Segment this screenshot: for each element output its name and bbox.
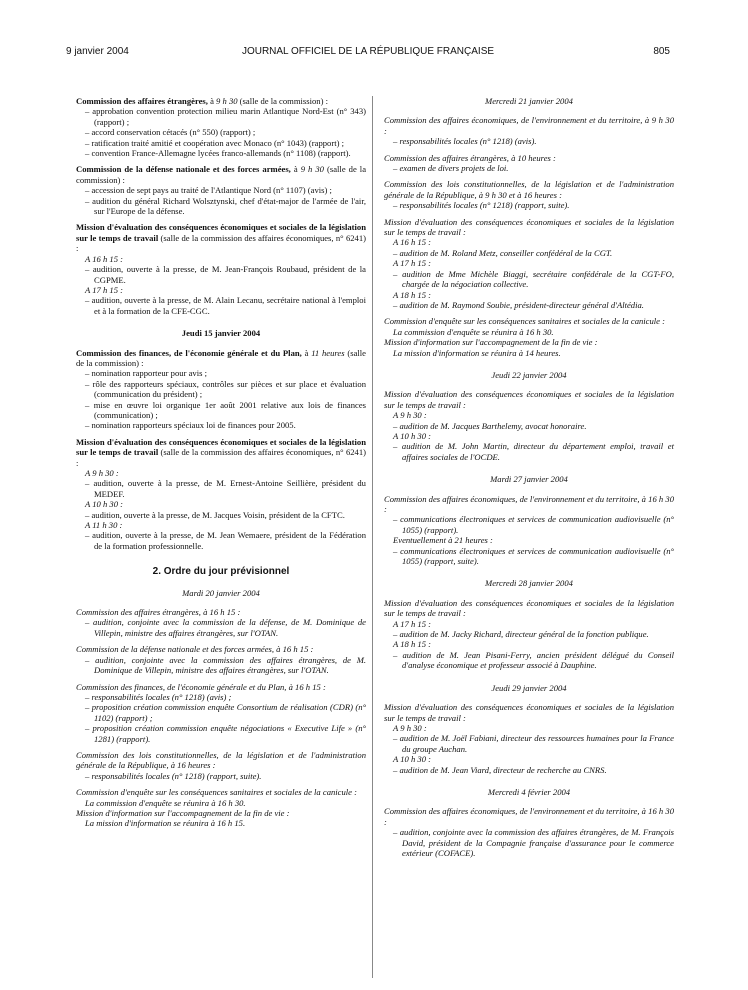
list-item: – audition de M. Jacques Barthelemy, avocat honoraire. bbox=[393, 420, 587, 431]
day-heading: Jeudi 15 janvier 2004 bbox=[181, 328, 261, 339]
list-item: – responsabilités locales (n° 1218) (avis). bbox=[393, 136, 537, 147]
list-item: – convention France-Allemagne lycées franco-allemands (n° 1108) (rapport). bbox=[85, 148, 351, 159]
agenda-block: Mission d'évaluation des conséquences économiques et sociales de la législation sur le temps de travail : A 17 h 15 : – audition de M. Jacky Richard, directeur général de la fonction publique. A 18 h 15 : – audition de M. Jean Pisani-Ferry, ancien président délégué du Conseil d'analyse économique et professeur associé à Dauphine. bbox=[384, 597, 674, 671]
day-heading: Mardi 20 janvier 2004 bbox=[182, 587, 260, 598]
time-label: A 11 h 30 : bbox=[85, 520, 123, 531]
list-item: – audition de M. Roland Metz, conseiller confédéral de la CGT. bbox=[393, 247, 613, 258]
list-item: – audition de M. John Martin, directeur du département emploi, travail et affaires sociales de l'OCDE. bbox=[393, 441, 674, 462]
list-item: – responsabilités locales (n° 1218) (avis) ; bbox=[85, 691, 232, 702]
day-heading: Mardi 27 janvier 2004 bbox=[490, 474, 568, 485]
list-item: – approbation convention protection milieu marin Atlantique Nord-Est (n° 343) (rapport) ; bbox=[85, 106, 366, 127]
list-item: – audition de M. Jacky Richard, directeur général de la fonction publique. bbox=[393, 629, 649, 640]
time-label: A 10 h 30 : bbox=[393, 754, 432, 765]
list-item: – audition, ouverte à la presse, de M. Jean-François Roubaud, président de la CGPME. bbox=[85, 264, 366, 285]
agenda-block: Mission d'évaluation des conséquences économiques et sociales de la législation sur le temps de travail : A 16 h 15 : – audition de M. Roland Metz, conseiller confédéral de la CGT. A 17 h 15 : – audition de Mme Michèle Biaggi, secrétaire confédérale de la CGT-FO, chargée de la négociation collective. A 18 h 15 : – audition de M. Raymond Soubie, président-directeur général d'Altédia. bbox=[384, 216, 674, 310]
list-item: – communications électroniques et services de communication audiovisuelle (n° 1055) (rapport, suite). bbox=[393, 545, 674, 567]
page-header bbox=[66, 46, 670, 62]
list-item: – proposition création commission enquête Consortium de réalisation (CDR) (n° 1102) (rapport) ; bbox=[85, 702, 367, 723]
list-item: – audition, ouverte à la presse, de M. Jean Wemaere, président de la Fédération de la formation professionnelle. bbox=[85, 530, 366, 551]
agenda-block: Commission d'enquête sur les conséquences sanitaires et sociales de la canicule : La commission d'enquête se réunira à 16 h 30. Mission d'information sur l'accompagnement de la fin de vie : La mission d'information se réunira à 14 heures. bbox=[384, 316, 666, 358]
list-item: – audition, conjointe avec la commission des affaires étrangères, de M. Dominique de Villepin, ministre des affaires étrangères, sur l'OTAN. bbox=[85, 654, 367, 676]
left-column bbox=[76, 96, 366, 835]
list-item: – examen de divers projets de loi. bbox=[393, 163, 509, 174]
agenda-block: Commission de la défense nationale et des forces armées, à 9 h 30 (salle de la commission) : – accession de sept pays au traité de l'Atlantique Nord (n° 1107) (avis) ; – audition du général Richard Wolsztynski, chef d'état-major de l'armée de l'air, sur l'Europe de la défense. bbox=[76, 164, 367, 217]
time-label: A 10 h 30 : bbox=[85, 499, 124, 510]
agenda-block: Commission des affaires étrangères, à 16 h 15 : – audition, conjointe avec la commission de la défense, de M. Dominique de Villepin, ministre des affaires étrangères, sur l'OTAN. bbox=[76, 607, 366, 638]
right-column bbox=[384, 96, 674, 864]
list-item: – nomination rapporteurs spéciaux loi de finances pour 2005. bbox=[85, 420, 296, 431]
list-item: – nomination rapporteur pour avis ; bbox=[85, 368, 207, 379]
list-item: – accession de sept pays au traité de l'Atlantique Nord (n° 1107) (avis) ; bbox=[85, 185, 332, 196]
agenda-block: Commission des affaires étrangères, à 10 heures : – examen de divers projets de loi. bbox=[384, 153, 674, 174]
list-item: – audition, conjointe avec la commission des affaires étrangères, de M. François David, président de la Compagnie française d'assurance pour le commerce extérieur (COFACE). bbox=[393, 827, 674, 858]
list-item: – proposition création commission enquête négociations « Executive Life » (n° 1281) (rapport). bbox=[85, 723, 366, 744]
day-heading: Mercredi 28 janvier 2004 bbox=[485, 578, 573, 589]
agenda-block: Mission d'évaluation des conséquences économiques et sociales de la législation sur le temps de travail : A 9 h 30 : – audition de M. Joël Fabiani, directeur des ressources humaines pour la France du groupe Auchan. A 10 h 30 : – audition de M. Jean Viard, directeur de recherche au CNRS. bbox=[384, 702, 674, 775]
list-item: – audition de M. Raymond Soubie, président-directeur général d'Altédia. bbox=[393, 299, 644, 310]
list-item: – rôle des rapporteurs spéciaux, contrôles sur pièces et sur place et évaluation (communication du président) ; bbox=[85, 378, 366, 400]
agenda-block: Commission d'enquête sur les conséquences sanitaires et sociales de la canicule : La commission d'enquête se réunira à 16 h 30. Mission d'information sur l'accompagnement de la fin de vie : La mission d'information se réunira à 16 h 15. bbox=[76, 787, 358, 829]
agenda-block: Commission des affaires étrangères, à 9 h 30 (salle de la commission) : – approbation convention protection milieu marin Atlantique Nord-Est (n° 343) (rapport) ; – accord conservation cétacés (n° 550) (rapport) ; – ratification traité amitié et coopération avec Monaco (n° 1043) (rapport) ; – convention France-Allemagne lycées franco-allemands (n° 1108) (rapport). bbox=[76, 96, 366, 159]
list-item: – audition de M. Joël Fabiani, directeur des ressources humaines pour la France du groupe Auchan. bbox=[393, 733, 674, 754]
time-label: A 17 h 15 : bbox=[393, 258, 432, 269]
agenda-block: Mission d'évaluation des conséquences économiques et sociales de la législation sur le temps de travail (salle de la commission des affaires économiques, n° 6241) : A 16 h 15 : – audition, ouverte à la presse, de M. Jean-François Roubaud, président de la CGPME. A 17 h 15 : – audition, ouverte à la presse, de M. Alain Lecanu, secrétaire national à l'emploi et à la formation de la CFE-CGC. bbox=[76, 222, 366, 316]
list-item: – audition, ouverte à la presse, de M. Ernest-Antoine Seillière, président du MEDEF. bbox=[85, 478, 366, 499]
agenda-block: Commission des lois constitutionnelles, de la législation et de l'administration générale de la République, à 16 heures : – responsabilités locales (n° 1218) (rapport, suite). bbox=[76, 749, 366, 781]
agenda-block: Commission des lois constitutionnelles, de la législation et de l'administration générale de la République, à 9 h 30 et à 16 heures : – responsabilités locales (n° 1218) (rapport, suite). bbox=[384, 179, 674, 211]
list-item: – accord conservation cétacés (n° 550) (rapport) ; bbox=[85, 127, 256, 138]
list-item: – audition, conjointe avec la commission de la défense, de M. Dominique de Villepin, ministre des affaires étrangères, sur l'OTAN. bbox=[85, 617, 366, 638]
time-label: A 10 h 30 : bbox=[393, 430, 432, 441]
issue-date: 9 janvier 2004 bbox=[66, 46, 129, 57]
time-label: A 17 h 15 : bbox=[393, 618, 432, 629]
day-heading: Jeudi 22 janvier 2004 bbox=[491, 369, 567, 380]
section-title: 2. Ordre du jour prévisionnel bbox=[152, 566, 290, 578]
time-label: A 18 h 15 : bbox=[393, 639, 432, 650]
list-item: – ratification traité amitié et coopération avec Monaco (n° 1043) (rapport) ; bbox=[85, 137, 345, 148]
list-item: – mise en œuvre loi organique 1er août 2001 relative aux lois de finances (communication) ; bbox=[85, 399, 366, 420]
list-item: – audition, ouverte à la presse, de M. Alain Lecanu, secrétaire national à l'emploi et à la formation de la CFE-CGC. bbox=[85, 295, 366, 316]
column-divider bbox=[372, 96, 373, 978]
list-item: – audition de Mme Michèle Biaggi, secrétaire confédérale de la CGT-FO, chargée de la négociation collective. bbox=[393, 268, 674, 290]
day-heading: Mercredi 21 janvier 2004 bbox=[485, 96, 573, 106]
day-heading: Mercredi 4 février 2004 bbox=[487, 786, 571, 797]
agenda-block: Mission d'évaluation des conséquences économiques et sociales de la législation sur le temps de travail (salle de la commission des affaires économiques, n° 6241) : A 9 h 30 : – audition, ouverte à la presse, de M. Ernest-Antoine Seillière, président du MEDEF. A 10 h 30 : – audition, ouverte à la presse, de M. Jacques Voisin, président de la CFTC. A 11 h 30 : – audition, ouverte à la presse, de M. Jean Wemaere, président de la Fédération de la formation professionnelle. bbox=[76, 436, 366, 551]
time-label: A 18 h 15 : bbox=[393, 289, 432, 300]
agenda-block: Commission des affaires économiques, de l'environnement et du territoire, à 16 h 30 : – audition, conjointe avec la commission des affaires étrangères, de M. François David, président de la Compagnie française d'assurance pour le commerce extérieur (COFACE). bbox=[384, 806, 674, 858]
time-label: A 9 h 30 : bbox=[393, 410, 427, 421]
agenda-block: Commission des affaires économiques, de l'environnement et du territoire, à 9 h 30 : – responsabilités locales (n° 1218) (avis). bbox=[384, 115, 674, 147]
agenda-block: Commission de la défense nationale et des forces armées, à 16 h 15 : – audition, conjointe avec la commission des affaires étrangères, de M. Dominique de Villepin, ministre des affaires étrangères, sur l'OTAN. bbox=[76, 644, 367, 676]
agenda-block: Commission des finances, de l'économie générale et du Plan, à 16 h 15 : – responsabilités locales (n° 1218) (avis) ; – proposition création commission enquête Consortium de réalisation (CDR) (n° 1102) (rapport) ; – proposition création commission enquête négociations « Executive Life » (n° 1281) (rapport). bbox=[76, 681, 367, 744]
page-number: 805 bbox=[653, 46, 670, 57]
time-label: A 9 h 30 : bbox=[393, 722, 427, 733]
list-item: – responsabilités locales (n° 1218) (rapport, suite). bbox=[85, 770, 262, 781]
time-label: A 9 h 30 : bbox=[85, 468, 119, 478]
list-item: – audition du général Richard Wolsztynski, chef d'état-major de l'armée de l'air, sur l'Europe de la défense. bbox=[85, 195, 366, 217]
list-item: – audition, ouverte à la presse, de M. Jacques Voisin, président de la CFTC. bbox=[85, 509, 345, 520]
list-item: – responsabilités locales (n° 1218) (rapport, suite). bbox=[393, 200, 570, 211]
journal-title: JOURNAL OFFICIEL DE LA RÉPUBLIQUE FRANÇAISE bbox=[241, 46, 495, 57]
list-item: – audition de M. Jean Pisani-Ferry, ancien président délégué du Conseil d'analyse économique et professeur associé à Dauphine. bbox=[393, 649, 674, 671]
list-item: – communications électroniques et services de communication audiovisuelle (n° 1055) (rapport). bbox=[393, 514, 674, 535]
time-label: A 17 h 15 : bbox=[85, 284, 124, 295]
agenda-block: Commission des finances, de l'économie générale et du Plan, à 11 heures (salle de la commission) : – nomination rapporteur pour avis ; – rôle des rapporteurs spéciaux, contrôles sur pièces et sur place et évaluation (communication du président) ; – mise en œuvre loi organique 1er août 2001 relative aux lois de finances (communication) ; – nomination rapporteurs spéciaux loi de finances pour 2005. bbox=[76, 347, 366, 431]
time-label: A 16 h 15 : bbox=[393, 237, 432, 248]
agenda-block: Mission d'évaluation des conséquences économiques et sociales de la législation sur le temps de travail : A 9 h 30 : – audition de M. Jacques Barthelemy, avocat honoraire. A 10 h 30 : – audition de M. John Martin, directeur du département emploi, travail et affaires sociales de l'OCDE. bbox=[384, 389, 674, 462]
day-heading: Jeudi 29 janvier 2004 bbox=[491, 682, 567, 693]
agenda-block: Commission des affaires économiques, de l'environnement et du territoire, à 16 h 30 : – communications électroniques et services de communication audiovisuelle (n° 1055) (rapport). Eventuellement à 21 heures : – communications électroniques et services de communication audiovisuelle (n° 1055) (rapport, suite). bbox=[384, 493, 674, 567]
time-label: A 16 h 15 : bbox=[85, 253, 124, 264]
list-item: – audition de M. Jean Viard, directeur de recherche au CNRS. bbox=[393, 764, 607, 775]
